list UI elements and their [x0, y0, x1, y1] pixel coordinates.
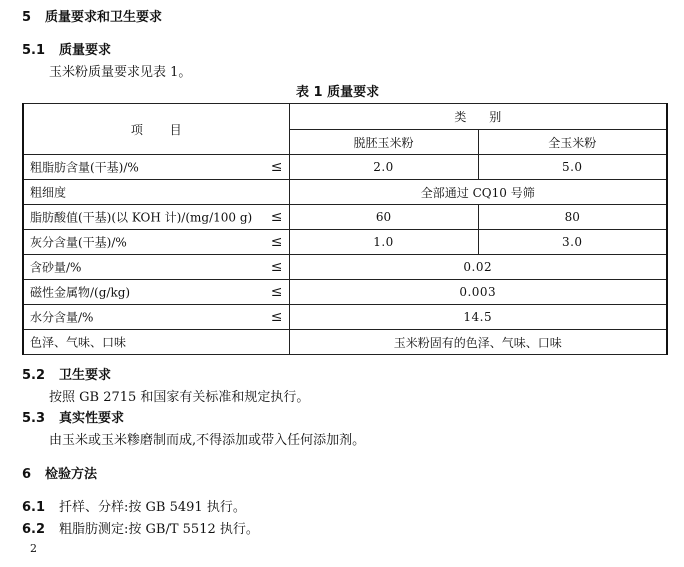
row-value-merged: 14.5	[289, 305, 667, 330]
header-category-cell	[289, 104, 667, 130]
less-equal-symbol: ≤	[270, 159, 283, 175]
subsection-number: 6.2	[22, 522, 46, 537]
row-item-cell	[23, 255, 289, 280]
page-number: 2	[30, 542, 37, 555]
section-title: 质量要求和卫生要求	[45, 10, 163, 25]
row-item-name: 粗脂肪含量(干基)/%	[30, 160, 139, 175]
row-item-cell	[23, 305, 289, 330]
subsection-title: 卫生要求	[59, 368, 112, 383]
subsection-number: 5.3	[22, 411, 46, 426]
section-5-heading	[22, 6, 162, 25]
subsection-5-3-text: 由玉米或玉米糁磨制而成,不得添加或带入任何添加剂。	[49, 433, 366, 448]
subsection-5-1-heading	[22, 39, 111, 58]
section-number: 6	[22, 467, 32, 482]
subsection-title: 真实性要求	[59, 411, 125, 426]
row-item-cell	[23, 205, 289, 230]
subsection-number: 5.1	[22, 43, 46, 58]
row-value-col2: 80	[478, 205, 667, 230]
table-row	[23, 280, 667, 305]
less-equal-symbol: ≤	[270, 284, 283, 300]
table-row	[23, 305, 667, 330]
row-item-name: 磁性金属物/(g/kg)	[30, 285, 131, 300]
table-row	[23, 330, 667, 355]
table-row	[23, 180, 667, 205]
row-value-merged: 全部通过 CQ10 号筛	[289, 180, 667, 205]
header-col2: 全玉米粉	[478, 130, 667, 155]
less-equal-symbol: ≤	[270, 309, 283, 325]
row-item-cell	[23, 230, 289, 255]
header-category: 类 别	[454, 110, 502, 124]
row-value-col1: 1.0	[289, 230, 478, 255]
row-value-merged: 0.02	[289, 255, 667, 280]
section-number: 5	[22, 10, 32, 25]
subsection-number: 5.2	[22, 368, 46, 383]
quality-requirements-table	[22, 103, 668, 355]
subsection-number: 6.1	[22, 500, 46, 515]
table-row	[23, 255, 667, 280]
row-item-cell	[23, 155, 289, 180]
row-value-merged: 0.003	[289, 280, 667, 305]
subsection-5-2-heading	[22, 364, 111, 383]
header-col1: 脱胚玉米粉	[289, 130, 478, 155]
row-value-col1: 60	[289, 205, 478, 230]
subsection-text: 粗脂肪测定:按 GB/T 5512 执行。	[59, 522, 259, 537]
table-row	[23, 155, 667, 180]
subsection-5-1-text: 玉米粉质量要求见表 1。	[49, 65, 192, 80]
subsection-5-3-heading	[22, 407, 124, 426]
row-value-col2: 3.0	[478, 230, 667, 255]
row-item-name: 水分含量/%	[30, 310, 94, 325]
subsection-6-2	[22, 518, 259, 537]
row-value-col1: 2.0	[289, 155, 478, 180]
subsection-5-2-text: 按照 GB 2715 和国家有关标准和规定执行。	[49, 390, 310, 405]
subsection-title: 质量要求	[59, 43, 112, 58]
header-item-cell	[23, 104, 289, 155]
less-equal-symbol: ≤	[270, 259, 283, 275]
table-row	[23, 230, 667, 255]
row-item-name: 脂肪酸值(干基)(以 KOH 计)/(mg/100 g)	[30, 210, 253, 225]
less-equal-symbol: ≤	[270, 234, 283, 250]
table-row	[23, 205, 667, 230]
subsection-text: 扦样、分样:按 GB 5491 执行。	[59, 500, 246, 515]
row-item-name: 灰分含量(干基)/%	[30, 235, 127, 250]
row-item-cell	[23, 280, 289, 305]
row-item-cell	[23, 180, 289, 205]
row-item-cell	[23, 330, 289, 355]
less-equal-symbol: ≤	[270, 209, 283, 225]
row-item-name: 粗细度	[30, 185, 67, 200]
row-item-name: 色泽、气味、口味	[30, 335, 127, 350]
row-item-name: 含砂量/%	[30, 260, 82, 275]
section-6-heading	[22, 463, 97, 482]
table-caption: 表 1 质量要求	[296, 85, 380, 100]
table-header-row	[23, 104, 667, 130]
row-value-col2: 5.0	[478, 155, 667, 180]
subsection-6-1	[22, 496, 246, 515]
row-value-merged: 玉米粉固有的色泽、气味、口味	[289, 330, 667, 355]
section-title: 检验方法	[45, 467, 98, 482]
header-item: 项 目	[130, 122, 182, 137]
